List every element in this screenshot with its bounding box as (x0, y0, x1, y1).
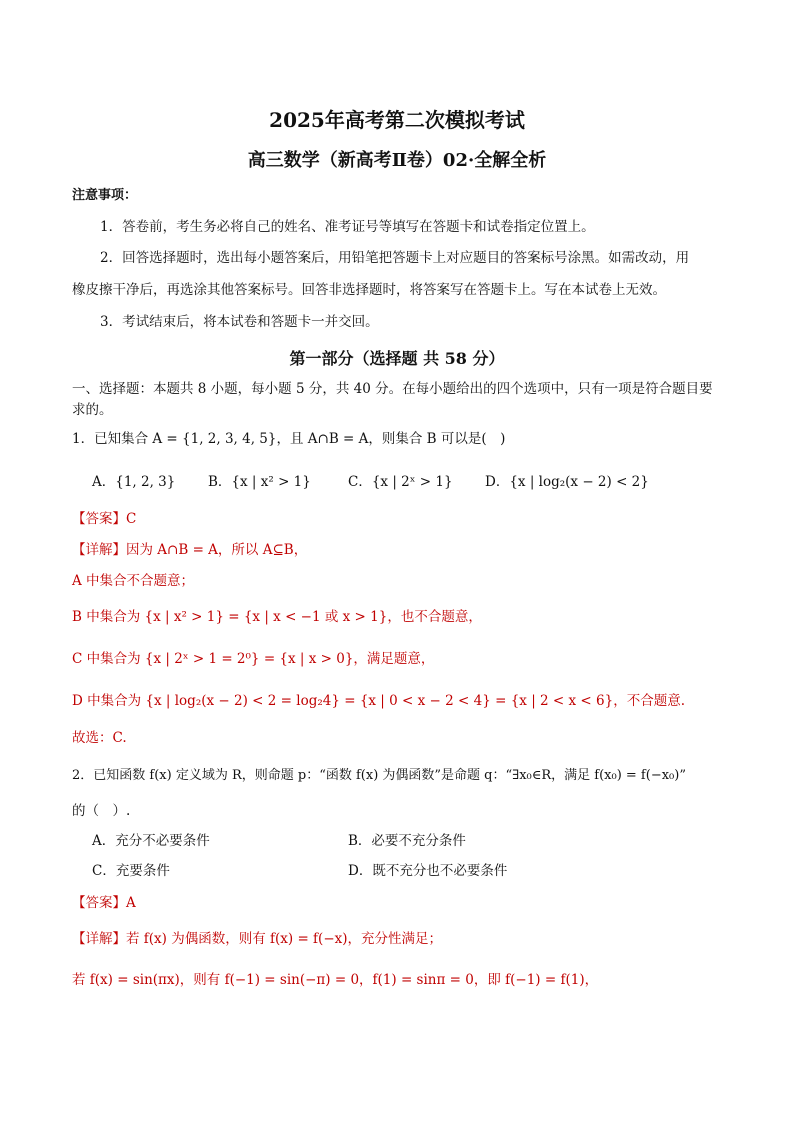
q2-detail-line-2: 若 f(x) = sin(πx)，则有 f(−1) = sin(−π) = 0，f(1) = sinπ = 0，即 f(−1) = f(1)， (72, 972, 599, 988)
q2-detail: 【详解】若 f(x) 为偶函数，则有 f(x) = f(−x)，充分性满足； (72, 931, 443, 947)
q1-answer: 【答案】C (72, 511, 137, 527)
q2-option-c: C．充要条件 (92, 863, 170, 879)
q1-conclusion: 故选：C. (72, 730, 127, 746)
q1-stem: 1．已知集合 A = {1, 2, 3, 4, 5}，且 A∩B = A，则集合 B 可以是( ) (72, 431, 506, 447)
exam-title: 2025年高考第二次模拟考试 (269, 108, 525, 132)
exam-subtitle: 高三数学（新高考Ⅱ卷）02·全解全析 (247, 150, 547, 171)
q1-detail: 【详解】因为 A∩B = A，所以 A⊆B， (72, 542, 308, 558)
section-intro-line-2: 求的。 (72, 402, 113, 418)
q1-line-d: D 中集合为 {x | log₂(x − 2) < 2 = log₂4} = {x | 0 < x − 2 < 4} = {x | 2 < x < 6}，不合题意. (72, 693, 685, 709)
q1-option-b: B．{x | x² > 1} (208, 474, 311, 490)
q2-answer: 【答案】A (72, 895, 136, 911)
q1-line-a: A 中集合不合题意； (72, 573, 195, 589)
q2-option-b: B．必要不充分条件 (348, 833, 466, 849)
q1-option-c: C．{x | 2ˣ > 1} (348, 474, 453, 490)
notice-item-1: 1．答卷前，考生务必将自己的姓名、准考证号等填写在答题卡和试卷指定位置上。 (100, 219, 595, 235)
q1-line-c: C 中集合为 {x | 2ˣ > 1 = 2⁰} = {x | x > 0}，满足题意， (72, 651, 435, 667)
notice-item-2-line-1: 2．回答选择题时，选出每小题答案后，用铅笔把答题卡上对应题目的答案标号涂黑。如需改动，用 (100, 250, 690, 266)
section-heading: 第一部分（选择题 共 58 分） (289, 349, 505, 368)
q2-option-a: A．充分不必要条件 (92, 833, 210, 849)
q1-option-d: D．{x | log₂(x − 2) < 2} (485, 474, 649, 490)
notice-heading: 注意事项： (72, 188, 138, 203)
notice-item-3: 3．考试结束后，将本试卷和答题卡一并交回。 (100, 314, 379, 330)
q1-option-a: A．{1, 2, 3} (92, 474, 176, 490)
q2-stem-line-2: 的（ ）. (72, 803, 131, 819)
section-intro-line-1: 一、选择题：本题共 8 小题，每小题 5 分，共 40 分。在每小题给出的四个选项中，只有一项是符合题目要 (72, 381, 713, 397)
q2-option-d: D．既不充分也不必要条件 (348, 863, 508, 879)
notice-item-2-line-2: 橡皮擦干净后，再选涂其他答案标号。回答非选择题时，将答案写在答题卡上。写在本试卷上无效。 (72, 282, 666, 298)
q2-stem-line-1: 2．已知函数 f(x) 定义域为 R，则命题 p：“函数 f(x) 为偶函数”是命题 q：“∃x₀∈R，满足 f(x₀) = f(−x₀)” (72, 768, 686, 783)
q1-line-b: B 中集合为 {x | x² > 1} = {x | x < −1 或 x > 1}，也不合题意， (72, 609, 482, 625)
